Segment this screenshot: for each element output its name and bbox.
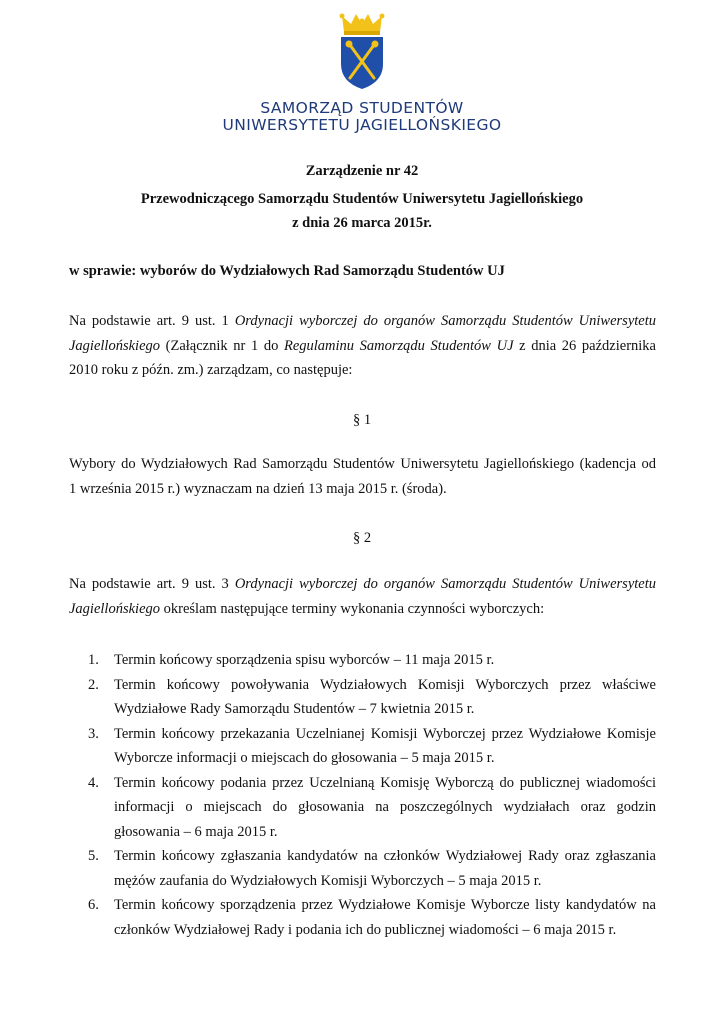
list-item-line: Termin końcowy podania przez Uczelnianą Komisję Wyborczą do publicznej wiadomości <box>114 774 656 791</box>
list-item-line: informacji o miejscach do głosowania na poszczególnych wydziałach oraz godzin <box>114 799 656 815</box>
list-item-line: Termin końcowy sporządzenia przez Wydziałowe Komisje Wyborcze listy kandydatów na <box>114 897 656 913</box>
organization-name-line1: SAMORZĄD STUDENTÓW <box>260 99 464 117</box>
intro-line-3: 2010 roku z późn. zm.) zarządzam, co następuje: <box>69 362 353 378</box>
list-item <box>88 844 656 893</box>
list-item-number: 3. <box>88 725 99 742</box>
section-1-line-2: 1 września 2015 r.) wyznaczam na dzień 13 maja 2015 r. (środa). <box>69 480 447 497</box>
list-item-line: członków Wydziałowej Rady i podania ich do publicznej wiadomości – 6 maja 2015 r. <box>114 921 617 938</box>
section-1-line-1: Wybory do Wydziałowych Rad Samorządu Studentów Uniwersytetu Jagiellońskiego (kadencja od <box>69 456 656 472</box>
section-2-line-2 <box>69 597 656 622</box>
section-1-heading: § 1 <box>352 412 372 428</box>
organization-name-line2: UNIWERSYTETU JAGIELLOŃSKIEGO <box>222 116 502 134</box>
intro-text: (Załącznik nr 1 do <box>160 337 284 354</box>
intro-ordinance-title: Ordynacji wyborczej do organów Samorządu Studentów Uniwersytetu <box>234 313 657 329</box>
list-item <box>88 673 656 722</box>
list-item-number: 4. <box>88 774 99 791</box>
list-item-line: Termin końcowy sporządzenia spisu wyborców – 11 maja 2015 r. <box>114 652 495 668</box>
list-item-line: Wydziałowe Rady Samorządu Studentów – 7 kwietnia 2015 r. <box>114 701 475 717</box>
document-date: z dnia 26 marca 2015r. <box>292 215 432 231</box>
list-item <box>88 893 656 942</box>
list-item-line: Termin końcowy powoływania Wydziałowych Komisji Wyborczych przez właściwe <box>114 676 656 693</box>
intro-text: z dnia 26 października <box>513 337 656 354</box>
intro-line-1 <box>69 309 656 334</box>
section-2-ordinance-title: Ordynacji wyborczej do organów Samorządu Studentów Uniwersytetu <box>234 576 657 592</box>
document-issuer: Przewodniczącego Samorządu Studentów Uniwersytetu Jagiellońskiego <box>140 191 584 207</box>
list-item-line: mężów zaufania do Wydziałowych Komisji Wyborczych – 5 maja 2015 r. <box>114 872 542 889</box>
intro-ordinance-title-cont: Jagiellońskiego <box>69 337 161 354</box>
list-item-number: 1. <box>88 652 99 668</box>
section-1-paragraph <box>69 452 656 501</box>
intro-line-2 <box>69 334 656 359</box>
section-2-text: określam następujące terminy wykonania czynności wyborczych: <box>160 600 545 617</box>
section-2-text: Na podstawie art. 9 ust. 3 <box>69 576 235 592</box>
crown-icon <box>340 14 385 36</box>
section-2-line-1 <box>69 572 656 597</box>
intro-regulation-title: Regulaminu Samorządu Studentów UJ <box>283 337 514 354</box>
list-item-number: 5. <box>88 848 99 864</box>
list-item <box>88 648 656 673</box>
list-item-line: głosowania – 6 maja 2015 r. <box>114 823 278 840</box>
list-item-line: Termin końcowy przekazania Uczelnianej Komisji Wyborczej przez Wydziałowe Komisje <box>114 725 656 742</box>
list-item-line: Wyborcze informacji o miejscach do głosowania – 5 maja 2015 r. <box>114 750 495 766</box>
university-crest-logo <box>338 12 386 90</box>
section-2-paragraph <box>69 572 656 621</box>
document-title: Zarządzenie nr 42 <box>305 163 419 179</box>
intro-paragraph <box>69 309 656 383</box>
section-2-heading: § 2 <box>352 530 372 546</box>
intro-text: Na podstawie art. 9 ust. 1 <box>69 313 235 329</box>
list-item-number: 6. <box>88 897 99 913</box>
list-item <box>88 771 656 845</box>
list-item <box>88 722 656 771</box>
election-deadlines-list <box>88 648 656 942</box>
document-subject: w sprawie: wyborów do Wydziałowych Rad Samorządu Studentów UJ <box>69 263 505 279</box>
list-item-number: 2. <box>88 676 99 693</box>
list-item-line: Termin końcowy zgłaszania kandydatów na członków Wydziałowej Rady oraz zgłaszania <box>114 848 656 864</box>
section-2-ordinance-title-cont: Jagiellońskiego <box>69 600 161 617</box>
